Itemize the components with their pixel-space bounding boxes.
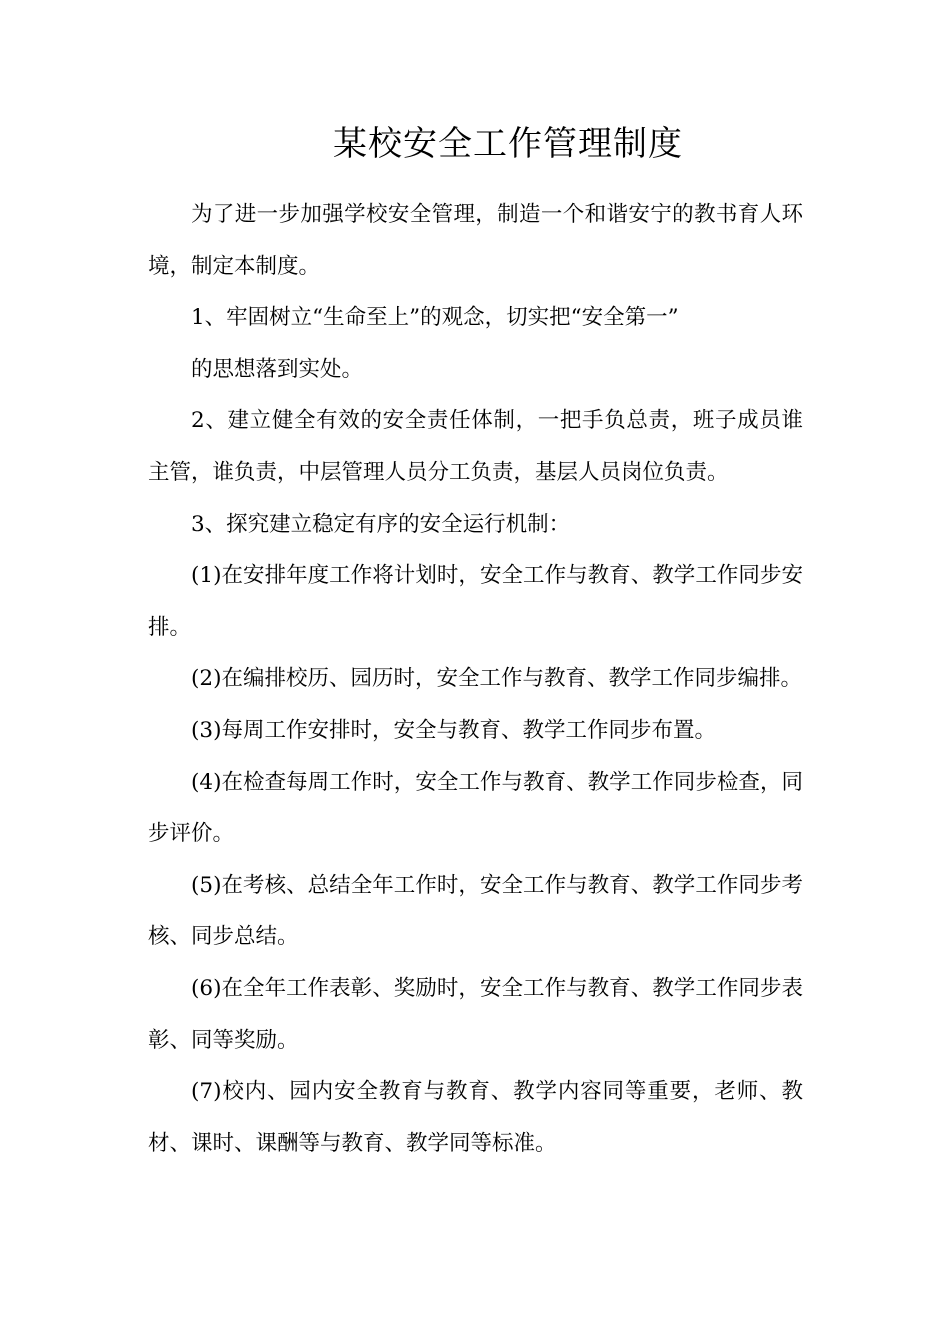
clause-2-paragraph: 2、建立健全有效的安全责任体制，一把手负总责，班子成员谁主管，谁负责，中层管理人员分工负责，基层人员岗位负责。 <box>148 408 803 485</box>
sub-clause-5-paragraph: (5)在考核、总结全年工作时，安全工作与教育、教学工作同步考核、同步总结。 <box>148 872 803 950</box>
sub-clause-6-paragraph: (6)在全年工作表彰、奖励时，安全工作与教育、教学工作同步表彰、同等奖励。 <box>148 975 803 1053</box>
clause-1-continuation: 的思想落到实处。 <box>191 356 364 382</box>
clause-1-paragraph: 1、牢固树立“生命至上”的观念，切实把“安全第一” <box>191 305 679 331</box>
document-page <box>148 0 803 1344</box>
sub-clause-7-paragraph: (7)校内、园内安全教育与教育、教学内容同等重要，老师、教材、课时、课酬等与教育、教学同等标准。 <box>148 1079 803 1156</box>
intro-paragraph: 为了进一步加强学校安全管理，制造一个和谐安宁的教书育人环境，制定本制度。 <box>148 202 803 279</box>
sub-clause-3-paragraph: (3)每周工作安排时，安全与教育、教学工作同步布置。 <box>191 717 716 743</box>
document-title: 某校安全工作管理制度 <box>333 124 683 164</box>
clause-3-paragraph: 3、探究建立稳定有序的安全运行机制： <box>191 511 571 537</box>
sub-clause-1-paragraph: (1)在安排年度工作将计划时，安全工作与教育、教学工作同步安排。 <box>148 563 803 640</box>
sub-clause-2-paragraph: (2)在编排校历、园历时，安全工作与教育、教学工作同步编排。 <box>191 666 802 692</box>
document-body <box>148 189 803 1169</box>
sub-clause-4-paragraph: (4)在检查每周工作时，安全工作与教育、教学工作同步检查，同步评价。 <box>148 769 803 847</box>
